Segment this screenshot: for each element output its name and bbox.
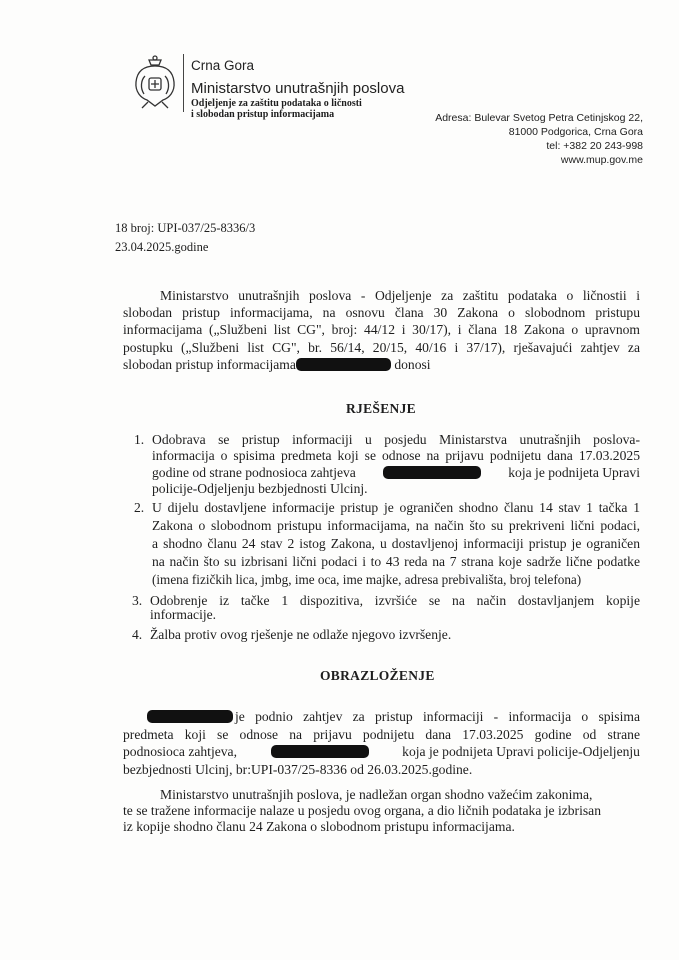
item-text: koja je podnijeta Upravi: [508, 465, 640, 480]
intro-line: [123, 357, 431, 373]
department-line-1: Odjeljenje za zaštitu podataka o ličnosti: [191, 98, 362, 109]
redacted-name: [147, 710, 233, 723]
item-line: policije-Odjeljenju bezbjednosti Ulcinj.: [152, 481, 368, 496]
intro-text: donosi: [394, 357, 431, 372]
explanation-text: je podnio zahtjev za pristup informaciji - informacija o spisima: [235, 709, 640, 724]
item-line: informacije.: [150, 607, 217, 622]
item-line: Zakona o slobodnom pristupu informacijama, na način što su prekriveni lični podaci,: [152, 518, 640, 533]
address-line-2: 81000 Podgorica, Crna Gora: [508, 126, 643, 138]
reference-number: 18 broj: UPI-037/25-8336/3: [115, 221, 256, 235]
item-line: Odobrenje iz tačke 1 dispozitiva, izvršiće se na način dostavljanjem kopije: [150, 593, 640, 608]
decision-title: RJEŠENJE: [346, 401, 416, 416]
intro-line: Ministarstvo unutrašnjih poslova - Odjeljenje za zaštitu podataka o ličnostii i: [160, 288, 640, 303]
item-number: 1.: [134, 432, 145, 447]
phone: tel: +382 20 243-998: [546, 140, 643, 152]
explanation-line: [147, 709, 640, 725]
intro-line: slobodan pristup informacijama, na osnovu člana 30 Zakona o slobodnom pristupu: [123, 305, 640, 320]
item-line: U dijelu dostavljene informacije pristup je ograničen shodno članu 14 stav 1 tačka 1: [152, 500, 640, 515]
reference-date: 23.04.2025.godine: [115, 240, 209, 254]
redacted-name: [383, 466, 481, 479]
item-line: Žalba protiv ovog rješenje ne odlaže njegovo izvršenje.: [150, 627, 452, 642]
explanation-line: te se tražene informacije nalaze u posjedu ovog organa, a dio ličnih podataka je izbrisan: [123, 803, 601, 818]
country-name: Crna Gora: [191, 58, 255, 73]
explanation-line: bezbjednosti Ulcinj, br:UPI-037/25-8336 od 26.03.2025.godine.: [123, 762, 473, 777]
letterhead-divider: [183, 54, 184, 112]
explanation-line: [123, 744, 640, 760]
explanation-line: iz kopije shodno članu 24 Zakona o slobodnom pristupu informacijama.: [123, 819, 515, 834]
explanation-line: Ministarstvo unutrašnjih poslova, je nadležan organ shodno važećim zakonima,: [160, 787, 593, 802]
explanation-text: podnosioca zahtjeva,: [123, 744, 237, 759]
explanation-text: koja je podnijeta Upravi policije-Odjeljenju: [402, 744, 640, 759]
item-number: 3.: [132, 593, 143, 608]
item-line: (imena fizičkih lica, jmbg, ime oca, ime majke, adresa prebivališta, broj telefona): [152, 572, 582, 587]
explanation-line: predmeta koji se odnose na prijavu podnijetu dana 17.03.2025 godine od strane: [123, 727, 640, 742]
item-number: 4.: [132, 627, 143, 642]
item-line: a shodno članu 24 stav 2 istog Zakona, u dostavljenoj informaciji pristup je ograničen: [152, 536, 640, 551]
contact-block: [435, 111, 643, 167]
redacted-name: [296, 358, 391, 371]
redacted-name: [271, 745, 369, 758]
item-line: [152, 465, 640, 481]
website: www.mup.gov.me: [560, 154, 643, 166]
explanation-title: OBRAZLOŽENJE: [320, 668, 435, 683]
coat-of-arms-icon: [133, 54, 177, 112]
ministry-name: Ministarstvo unutrašnjih poslova: [191, 80, 405, 97]
item-line: Odobrava se pristup informaciji u posjedu Ministarstva unutrašnjih poslova-: [152, 432, 640, 447]
department-line-2: i slobodan pristup informacijama: [191, 109, 335, 120]
intro-line: informacijama („Službeni list CG", broj: 44/12 i 30/17), i člana 18 Zakona o upravnom: [123, 322, 640, 337]
item-number: 2.: [134, 500, 145, 515]
item-text: godine od strane podnosioca zahtjeva: [152, 465, 356, 480]
item-line: informacija o spisima predmeta koji se odnose na prijavu podnijetu dana 17.03.2025: [152, 448, 640, 463]
item-line: na način što su izbrisani lični podaci i to 43 reda na 7 strana koje sadrže lične podatke: [152, 554, 640, 569]
intro-text: slobodan pristup informacijama: [123, 357, 296, 372]
intro-line: postupku („Službeni list CG", br. 56/14, 20/15, 40/16 i 37/17), rješavajući zahtjev za: [123, 340, 640, 355]
address-line-1: Adresa: Bulevar Svetog Petra Cetinjskog 22,: [435, 112, 643, 124]
